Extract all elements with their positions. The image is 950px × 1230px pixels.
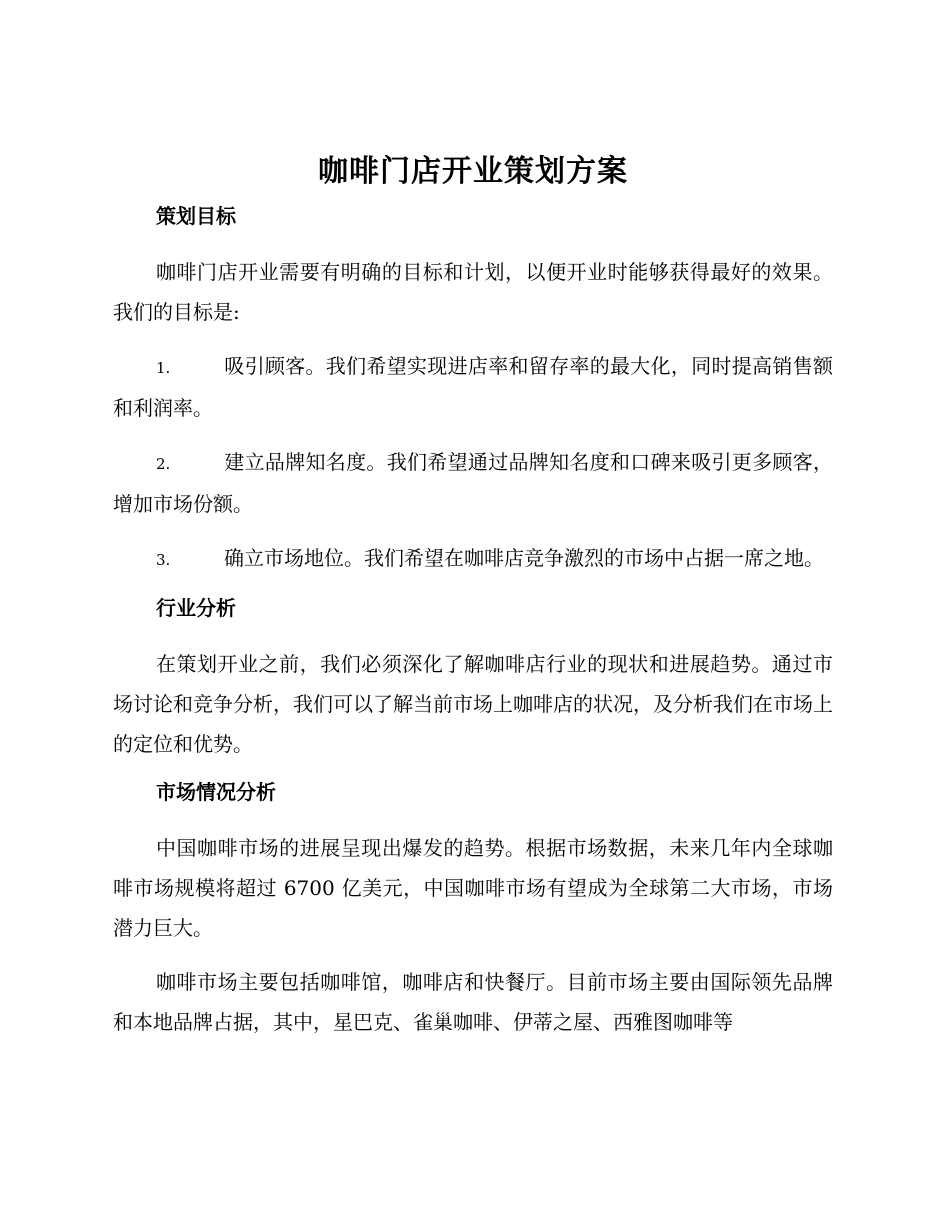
- document-body: [113, 150, 833, 1056]
- market-paragraph: 中国咖啡市场的进展呈现出爆发的趋势。根据市场数据，未来几年内全球咖啡市场规模将超过 6700 亿美元，中国咖啡市场有望成为全球第二大市场，市场潜力巨大。: [113, 836, 833, 940]
- section-heading-goals: 策划目标: [156, 204, 236, 228]
- goal-list-item: [113, 346, 833, 428]
- list-item-text: 建立品牌知名度。我们希望通过品牌知名度和口碑来吸引更多顾客，增加市场份额。: [113, 450, 833, 516]
- document-title: 咖啡门店开业策划方案: [318, 154, 628, 189]
- market-paragraph: 咖啡市场主要包括咖啡馆，咖啡店和快餐厅。目前市场主要由国际领先品牌和本地品牌占据，其中，星巴克、雀巢咖啡、伊蒂之屋、西雅图咖啡等: [113, 970, 833, 1034]
- list-number: 3.: [156, 551, 171, 569]
- list-item-text: 吸引顾客。我们希望实现进店率和留存率的最大化，同时提高销售额和利润率。: [113, 354, 833, 420]
- goal-list-item: [113, 538, 833, 580]
- goal-list-item: [113, 442, 833, 524]
- goals-intro-paragraph: 咖啡门店开业需要有明确的目标和计划，以便开业时能够获得最好的效果。我们的目标是:: [113, 260, 833, 324]
- list-number: 2.: [156, 455, 171, 473]
- list-item-text: 确立市场地位。我们希望在咖啡店竞争激烈的市场中占据一席之地。: [224, 546, 824, 570]
- industry-analysis-paragraph: 在策划开业之前，我们必须深化了解咖啡店行业的现状和进展趋势。通过市场讨论和竞争分析，我们可以了解当前市场上咖啡店的状况，及分析我们在市场上的定位和优势。: [113, 652, 833, 756]
- section-heading-market: 市场情况分析: [156, 780, 276, 804]
- list-number: 1.: [156, 359, 171, 377]
- section-heading-industry: 行业分析: [156, 596, 236, 620]
